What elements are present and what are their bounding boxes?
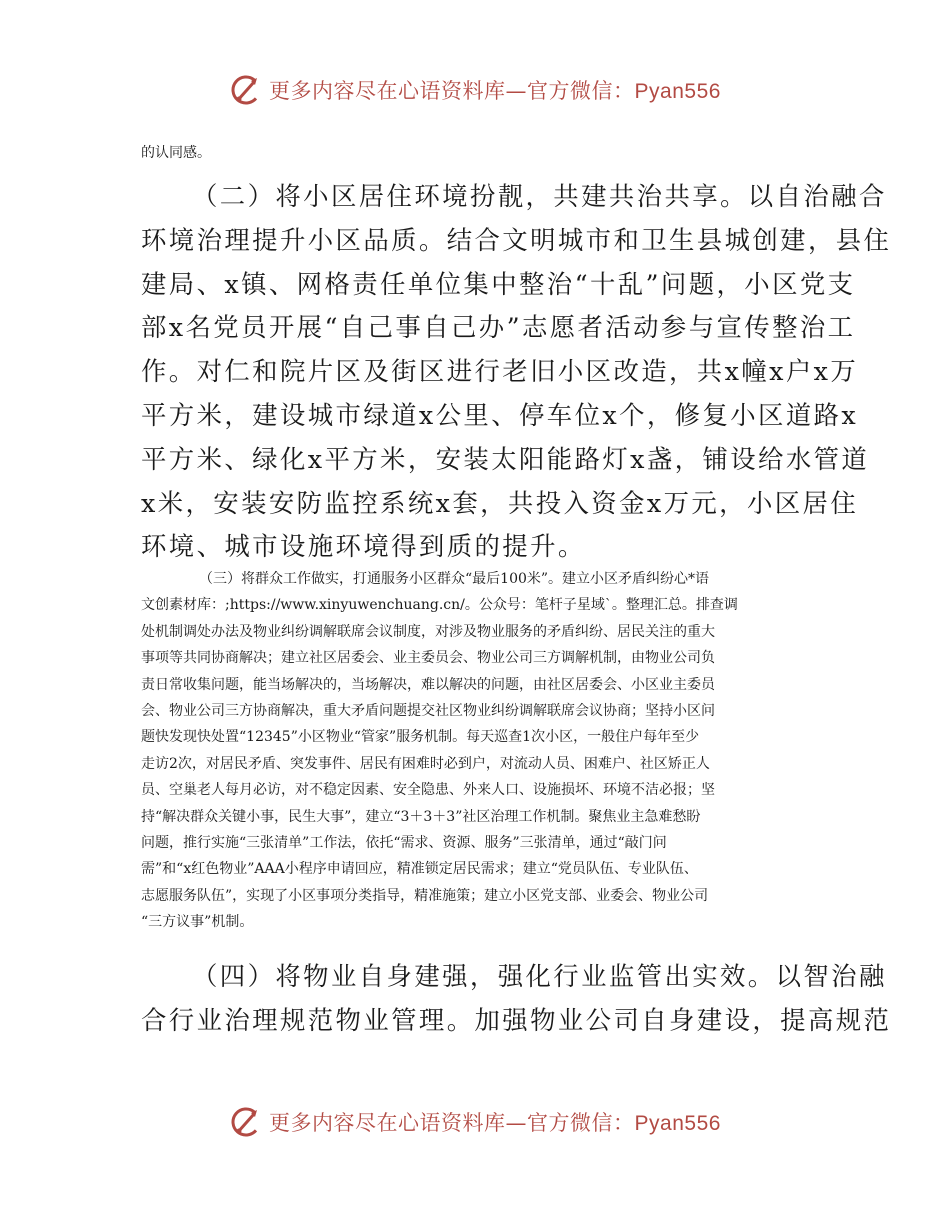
paragraph-line: 需”和“x红色物业”AAA小程序申请回应，精准锁定居民需求；建立“党员队伍、专业队伍、	[141, 861, 698, 878]
watermark-handle: Pyan556	[634, 1112, 721, 1135]
section-4-paragraph	[141, 955, 892, 1043]
paragraph-line: 事项等共同协商解决；建立社区居委会、业主委员会、物业公司三方调解机制，由物业公司负	[141, 650, 715, 667]
section-2-paragraph	[141, 175, 892, 569]
paragraph-line: 处机制调处办法及物业纠纷调解联席会议制度，对涉及物业服务的矛盾纠纷、居民关注的重大	[141, 623, 715, 640]
header-watermark	[0, 68, 950, 112]
paragraph-line: “三方议事”机制。	[141, 914, 254, 931]
ink-brush-logo-icon	[229, 1105, 263, 1139]
paragraph-line: 问题，推行实施“三张清单”工作法，依托“需求、资源、服务”三张清单，通过“敲门问	[141, 835, 667, 852]
paragraph-line: 持“解决群众关键小事，民生大事”，建立“3＋3＋3”社区治理工作机制。聚焦业主急难愁盼	[141, 808, 701, 825]
paragraph-line: 文创素材库：;https://www.xinyuwenchuang.cn/。公众号：笔杆子星域`。整理汇总。排查调	[141, 597, 738, 614]
paragraph-line: 合行业治理规范物业管理。加强物业公司自身建设，提高规范	[141, 1004, 892, 1035]
paragraph-line: 环境、城市设施环境得到质的提升。	[141, 531, 586, 562]
paragraph-line: （三）将群众工作做实，打通服务小区群众“最后100米”。建立小区矛盾纠纷心*语	[199, 571, 710, 587]
paragraph-line: 平方米，建设城市绿道x公里、停车位x个，修复小区道路x	[141, 399, 859, 430]
section-3-paragraph	[141, 566, 811, 936]
paragraph-line: 员、空巢老人每月必访，对不稳定因素、安全隐患、外来人口、设施损坏、环境不洁必报；坚	[141, 782, 715, 799]
paragraph-line: 环境治理提升小区品质。结合文明城市和卫生县城创建，县住	[141, 224, 892, 255]
ink-brush-logo-icon	[229, 73, 263, 107]
paragraph-line: 作。对仁和院片区及街区进行老旧小区改造，共x幢x户x万	[141, 356, 859, 387]
paragraph-line: 会、物业公司三方协商解决，重大矛盾问题提交社区物业纠纷调解联席会议协商；坚持小区问	[141, 703, 715, 720]
paragraph-line: 志愿服务队伍”，实现了小区事项分类指导，精准施策；建立小区党支部、业委会、物业公司	[141, 887, 709, 904]
paragraph-line: 走访2次，对居民矛盾、突发事件、居民有困难时必到户，对流动人员、困难户、社区矫正人	[141, 755, 710, 772]
footer-watermark	[0, 1100, 950, 1144]
watermark-text: 更多内容尽在心语资料库—官方微信：Pyan556	[269, 1111, 721, 1135]
watermark-text: 更多内容尽在心语资料库—官方微信：Pyan556	[269, 79, 721, 103]
paragraph-line: 建局、x镇、网格责任单位集中整治“十乱”问题，小区党支	[141, 268, 856, 299]
watermark-handle: Pyan556	[634, 80, 721, 103]
paragraph-line: 平方米、绿化x平方米，安装太阳能路灯x盏，铺设给水管道	[141, 443, 870, 474]
paragraph-line: 题快发现快处置“12345”小区物业“管家”服务机制。每天巡查1次小区，一般住户每年至少	[141, 729, 700, 746]
paragraph-line: x米，安装安防监控系统x套，共投入资金x万元，小区居住	[141, 487, 859, 518]
paragraph-line: 责日常收集问题，能当场解决的，当场解决，难以解决的问题，由社区居委会、小区业主委员	[141, 676, 715, 693]
paragraph-line: 部x名党员开展“自己事自己办”志愿者活动参与宣传整治工	[141, 312, 856, 343]
continued-text: 的认同感。	[141, 145, 211, 161]
paragraph-line: （二）将小区居住环境扮靓，共建共治共享。以自治融合	[192, 181, 887, 211]
paragraph-line: （四）将物业自身建强，强化行业监管出实效。以智治融	[192, 961, 887, 991]
